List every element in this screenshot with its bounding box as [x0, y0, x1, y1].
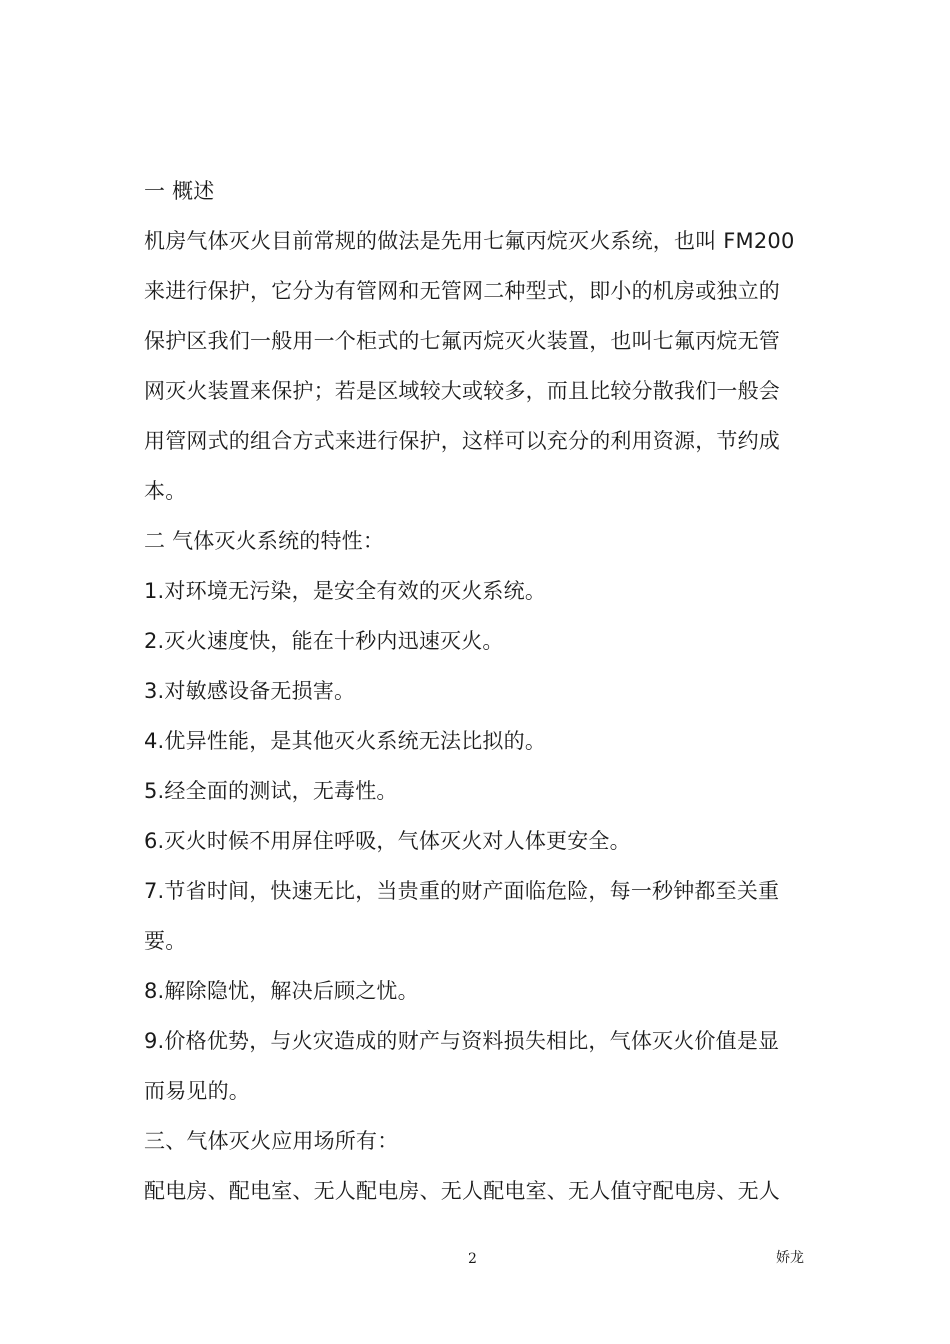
- list-item: 3.对敏感设备无损害。: [144, 679, 356, 703]
- section-heading-features: 二 气体灭火系统的特性：: [144, 529, 385, 553]
- list-item: 6.灭火时候不用屏住呼吸，气体灭火对人体更安全。: [144, 829, 631, 853]
- paragraph-line: 网灭火装置来保护；若是区域较大或较多，而且比较分散我们一般会: [144, 379, 780, 403]
- paragraph-line: 来进行保护，它分为有管网和无管网二种型式，即小的机房或独立的: [144, 279, 780, 303]
- list-item: 1.对环境无污染，是安全有效的灭火系统。: [144, 579, 547, 603]
- paragraph-line: 机房气体灭火目前常规的做法是先用七氟丙烷灭火系统，也叫 FM200: [144, 229, 795, 253]
- page-number: 2: [468, 1251, 477, 1267]
- document-body: [144, 166, 810, 1216]
- paragraph-line: 配电房、配电室、无人配电房、无人配电室、无人值守配电房、无人: [144, 1179, 780, 1203]
- paragraph-line: 用管网式的组合方式来进行保护，这样可以充分的利用资源，节约成: [144, 429, 780, 453]
- list-item-continuation: 而易见的。: [144, 1079, 250, 1103]
- paragraph-line: 本。: [144, 479, 187, 503]
- list-item-continuation: 要。: [144, 929, 187, 953]
- section-heading-applications: 三、气体灭火应用场所有：: [144, 1129, 399, 1153]
- list-item: 9.价格优势，与火灾造成的财产与资料损失相比，气体灭火价值是显: [144, 1029, 780, 1053]
- list-item: 4.优异性能，是其他灭火系统无法比拟的。: [144, 729, 547, 753]
- footer-author: 娇龙: [776, 1250, 804, 1266]
- section-heading-overview: 一 概述: [144, 179, 215, 203]
- list-item: 2.灭火速度快，能在十秒内迅速灭火。: [144, 629, 504, 653]
- list-item: 7.节省时间，快速无比，当贵重的财产面临危险，每一秒钟都至关重: [144, 879, 780, 903]
- list-item: 8.解除隐忧，解决后顾之忧。: [144, 979, 419, 1003]
- paragraph-line: 保护区我们一般用一个柜式的七氟丙烷灭火装置，也叫七氟丙烷无管: [144, 329, 780, 353]
- list-item: 5.经全面的测试，无毒性。: [144, 779, 398, 803]
